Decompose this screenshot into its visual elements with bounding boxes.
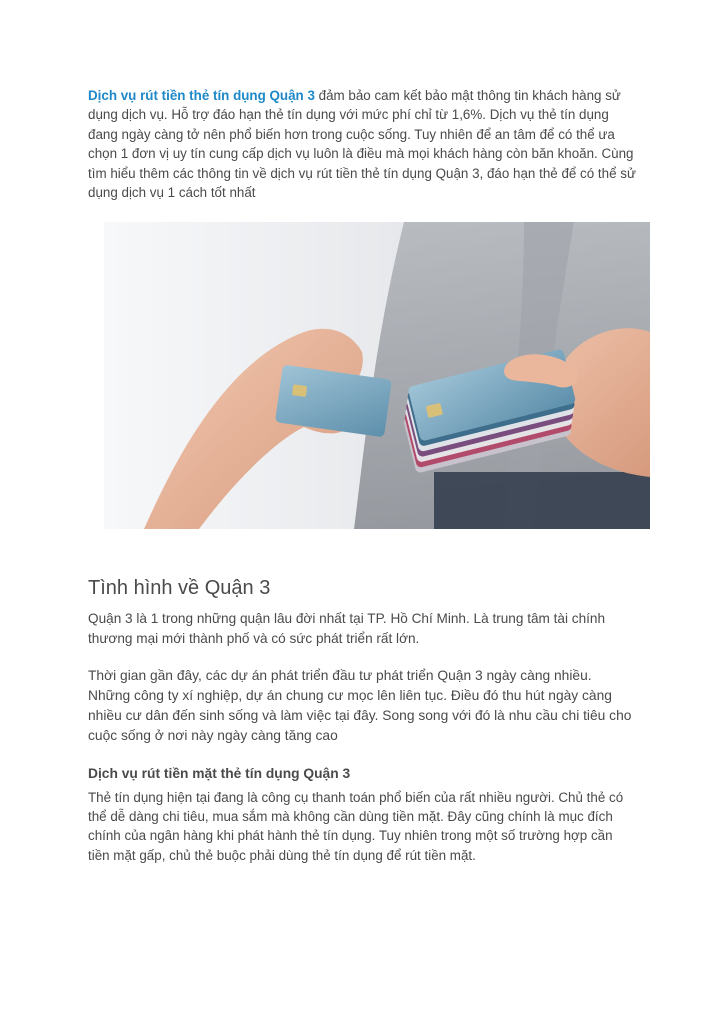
section2-paragraph: Thẻ tín dụng hiện tại đang là công cụ thanh toán phổ biến của rất nhiều người. Chủ thẻ có thể dễ dàng chi tiêu, mua sắm mà không cần dùng tiền mặt. Đây cũng chính là mục đích chính của ngân hàng khi phát hành thẻ tín dụng. Tuy nhiên trong một số trường hợp cần tiền mặt gấp, chủ thẻ buộc phải dùng thẻ tín dụng để rút tiền mặt. (88, 790, 624, 863)
service-link[interactable]: Dịch vụ rút tiền thẻ tín dụng Quận 3 (88, 88, 315, 103)
section-heading-cash-withdrawal: Dịch vụ rút tiền mặt thẻ tín dụng Quận 3 (88, 766, 351, 781)
section1-paragraph-1: Quận 3 là 1 trong những quận lâu đời nhất tại TP. Hồ Chí Minh. Là trung tâm tài chính thương mại mới thành phố và có sức phát triển rất lớn. (88, 611, 606, 646)
section1-paragraph-2: Thời gian gần đây, các dự án phát triển đầu tư phát triển Quận 3 ngày càng nhiều. Những công ty xí nghiệp, dự án chung cư mọc lên liên tục. Điều đó thu hút ngày càng nhiều cư dân đến sinh sống và làm việc tại đây. Song song với đó là nhu cầu chi tiêu cho cuộc sống ở nơi này ngày càng tăng cao (88, 668, 632, 743)
hands-holding-cards-illustration (104, 222, 650, 529)
section-heading-district-3: Tình hình về Quận 3 (88, 577, 271, 599)
intro-paragraph (88, 86, 636, 202)
hero-image-credit-cards (104, 222, 650, 529)
intro-text: đảm bảo cam kết bảo mật thông tin khách hàng sử dụng dịch vụ. Hỗ trợ đáo hạn thẻ tín dụng với mức phí chỉ từ 1,6%. Dịch vụ thẻ tín dụng đang ngày càng tở nên phổ biến hơn trong cuộc sống. Tuy nhiên để an tâm để có thể ưa chọn 1 đơn vị uy tín cung cấp dịch vụ luôn là điều mà mọi khách hàng còn băn khoăn. Cùng tìm hiểu thêm các thông tin về dịch vụ rút tiền thẻ tín dụng Quận 3, đáo hạn thẻ để có thể sử dụng dịch vụ 1 cách tốt nhất (88, 88, 636, 201)
